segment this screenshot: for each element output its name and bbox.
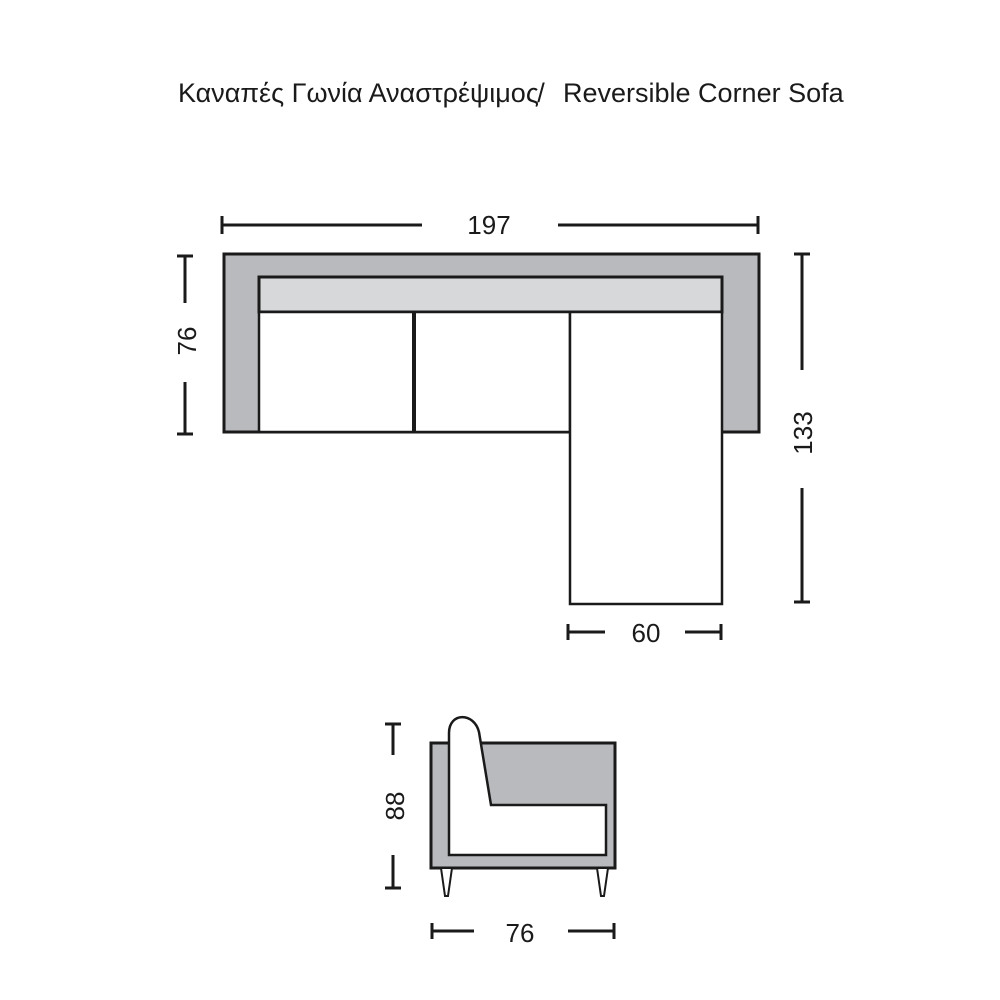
side-view [431, 717, 615, 896]
front-leg [441, 868, 452, 896]
seat-cushion-2 [414, 312, 570, 432]
dimension-width-label: 197 [467, 210, 511, 240]
top-view [224, 254, 759, 604]
backrest [259, 277, 722, 312]
title-separator: / [537, 78, 545, 108]
chaise-cushion [570, 312, 722, 604]
title-english: Reversible Corner Sofa [563, 78, 844, 108]
dimension-chaise-width-label: 60 [631, 618, 661, 648]
dimension-width [222, 210, 758, 240]
dimension-depth [172, 256, 202, 434]
dimension-chaise-length-label: 133 [788, 411, 818, 455]
dimension-height [380, 724, 410, 888]
dimension-height-label: 88 [380, 791, 410, 821]
dimension-side-depth [432, 918, 614, 948]
title-greek: Καναπές Γωνία Αναστρέψιμος [178, 78, 539, 108]
seat-cushion-1 [259, 312, 414, 432]
dimension-chaise-width [568, 618, 721, 648]
dimension-side-depth-label: 76 [505, 918, 535, 948]
dimension-chaise-length [788, 254, 818, 602]
dimension-depth-label: 76 [172, 326, 202, 356]
back-leg [597, 868, 608, 896]
